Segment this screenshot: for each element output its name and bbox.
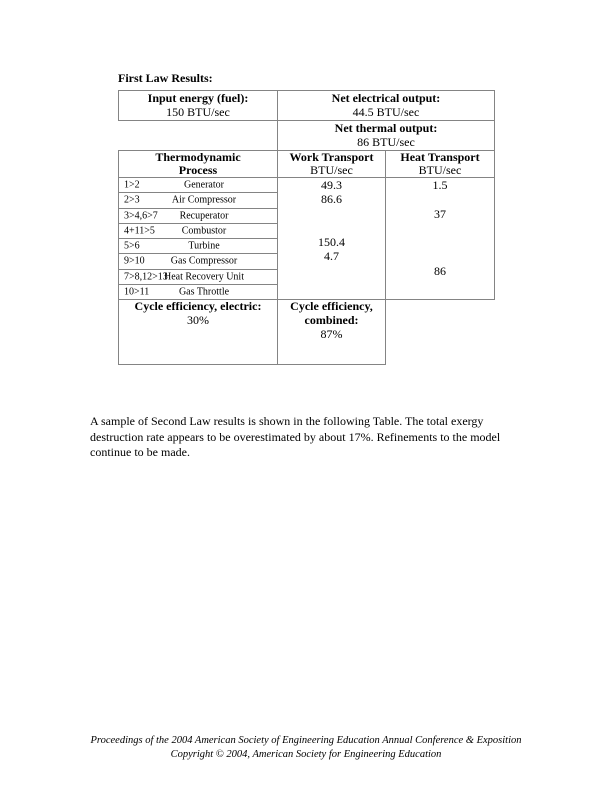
- table-row-gas-compressor: 9>10 Gas Compressor: [119, 254, 278, 269]
- page-footer: [0, 734, 612, 762]
- cycle-efficiency-combined-cell: Cycle efficiency, combined: 87%: [278, 300, 386, 365]
- input-energy-label: Input energy (fuel):: [147, 91, 249, 105]
- table-row-gas-throttle: 10>11 Gas Throttle: [119, 284, 278, 299]
- net-thermal-label: Net thermal output:: [334, 121, 438, 135]
- input-energy-cell: [119, 91, 278, 121]
- cycle-efficiency-electric-value: 30%: [187, 312, 209, 327]
- body-paragraph: [90, 414, 540, 461]
- paragraph-line: A sample of Second Law results is shown in the following Table. The total exergy: [90, 414, 484, 428]
- empty-region: [119, 121, 278, 151]
- table-row-heat-recovery-unit: 7>8,12>13 Heat Recovery Unit: [119, 269, 278, 284]
- net-electrical-cell: [278, 91, 495, 121]
- heat-transport-column-header: Heat Transport BTU/sec: [386, 151, 495, 178]
- table-row-combustor: 4+11>5 Combustor: [119, 223, 278, 238]
- table-row-turbine: 5>6 Turbine: [119, 239, 278, 254]
- table-row-recuperator: 3>4,6>7 Recuperator: [119, 208, 278, 223]
- net-thermal-cell: [278, 121, 495, 151]
- table-row-generator: 1>2 Generator: [119, 178, 278, 193]
- net-electrical-label: Net electrical output:: [331, 91, 441, 105]
- first-law-results-table: [118, 90, 495, 365]
- work-transport-column-header: Work Transport BTU/sec: [278, 151, 386, 178]
- work-transport-values-cell: 49.3 86.6 150.4 4.7: [278, 178, 386, 300]
- table-row-air-compressor: 2>3 Air Compressor: [119, 193, 278, 208]
- net-thermal-value: 86 BTU/sec: [357, 135, 415, 150]
- paragraph-line: destruction rate appears to be overestimated by about 17%. Refinements to the model: [90, 429, 501, 444]
- empty-region: [386, 300, 495, 365]
- section-heading: First Law Results:: [118, 71, 213, 85]
- cycle-efficiency-electric-label: Cycle efficiency, electric:: [134, 299, 262, 313]
- input-energy-value: 150 BTU/sec: [166, 105, 230, 120]
- process-column-header: Thermodynamic Process: [119, 151, 278, 178]
- net-electrical-value: 44.5 BTU/sec: [352, 105, 420, 120]
- cycle-efficiency-combined-value: 87%: [320, 326, 343, 341]
- cycle-efficiency-electric-cell: [119, 300, 278, 365]
- footer-proceedings-line: Proceedings of the 2004 American Society of Engineering Education Annual Conference & Exposition: [90, 735, 522, 746]
- heat-transport-values-cell: 1.5 37 86: [386, 178, 495, 300]
- footer-copyright-line: Copyright © 2004, American Society for Engineering Education: [170, 749, 442, 760]
- paragraph-line: continue to be made.: [90, 445, 190, 460]
